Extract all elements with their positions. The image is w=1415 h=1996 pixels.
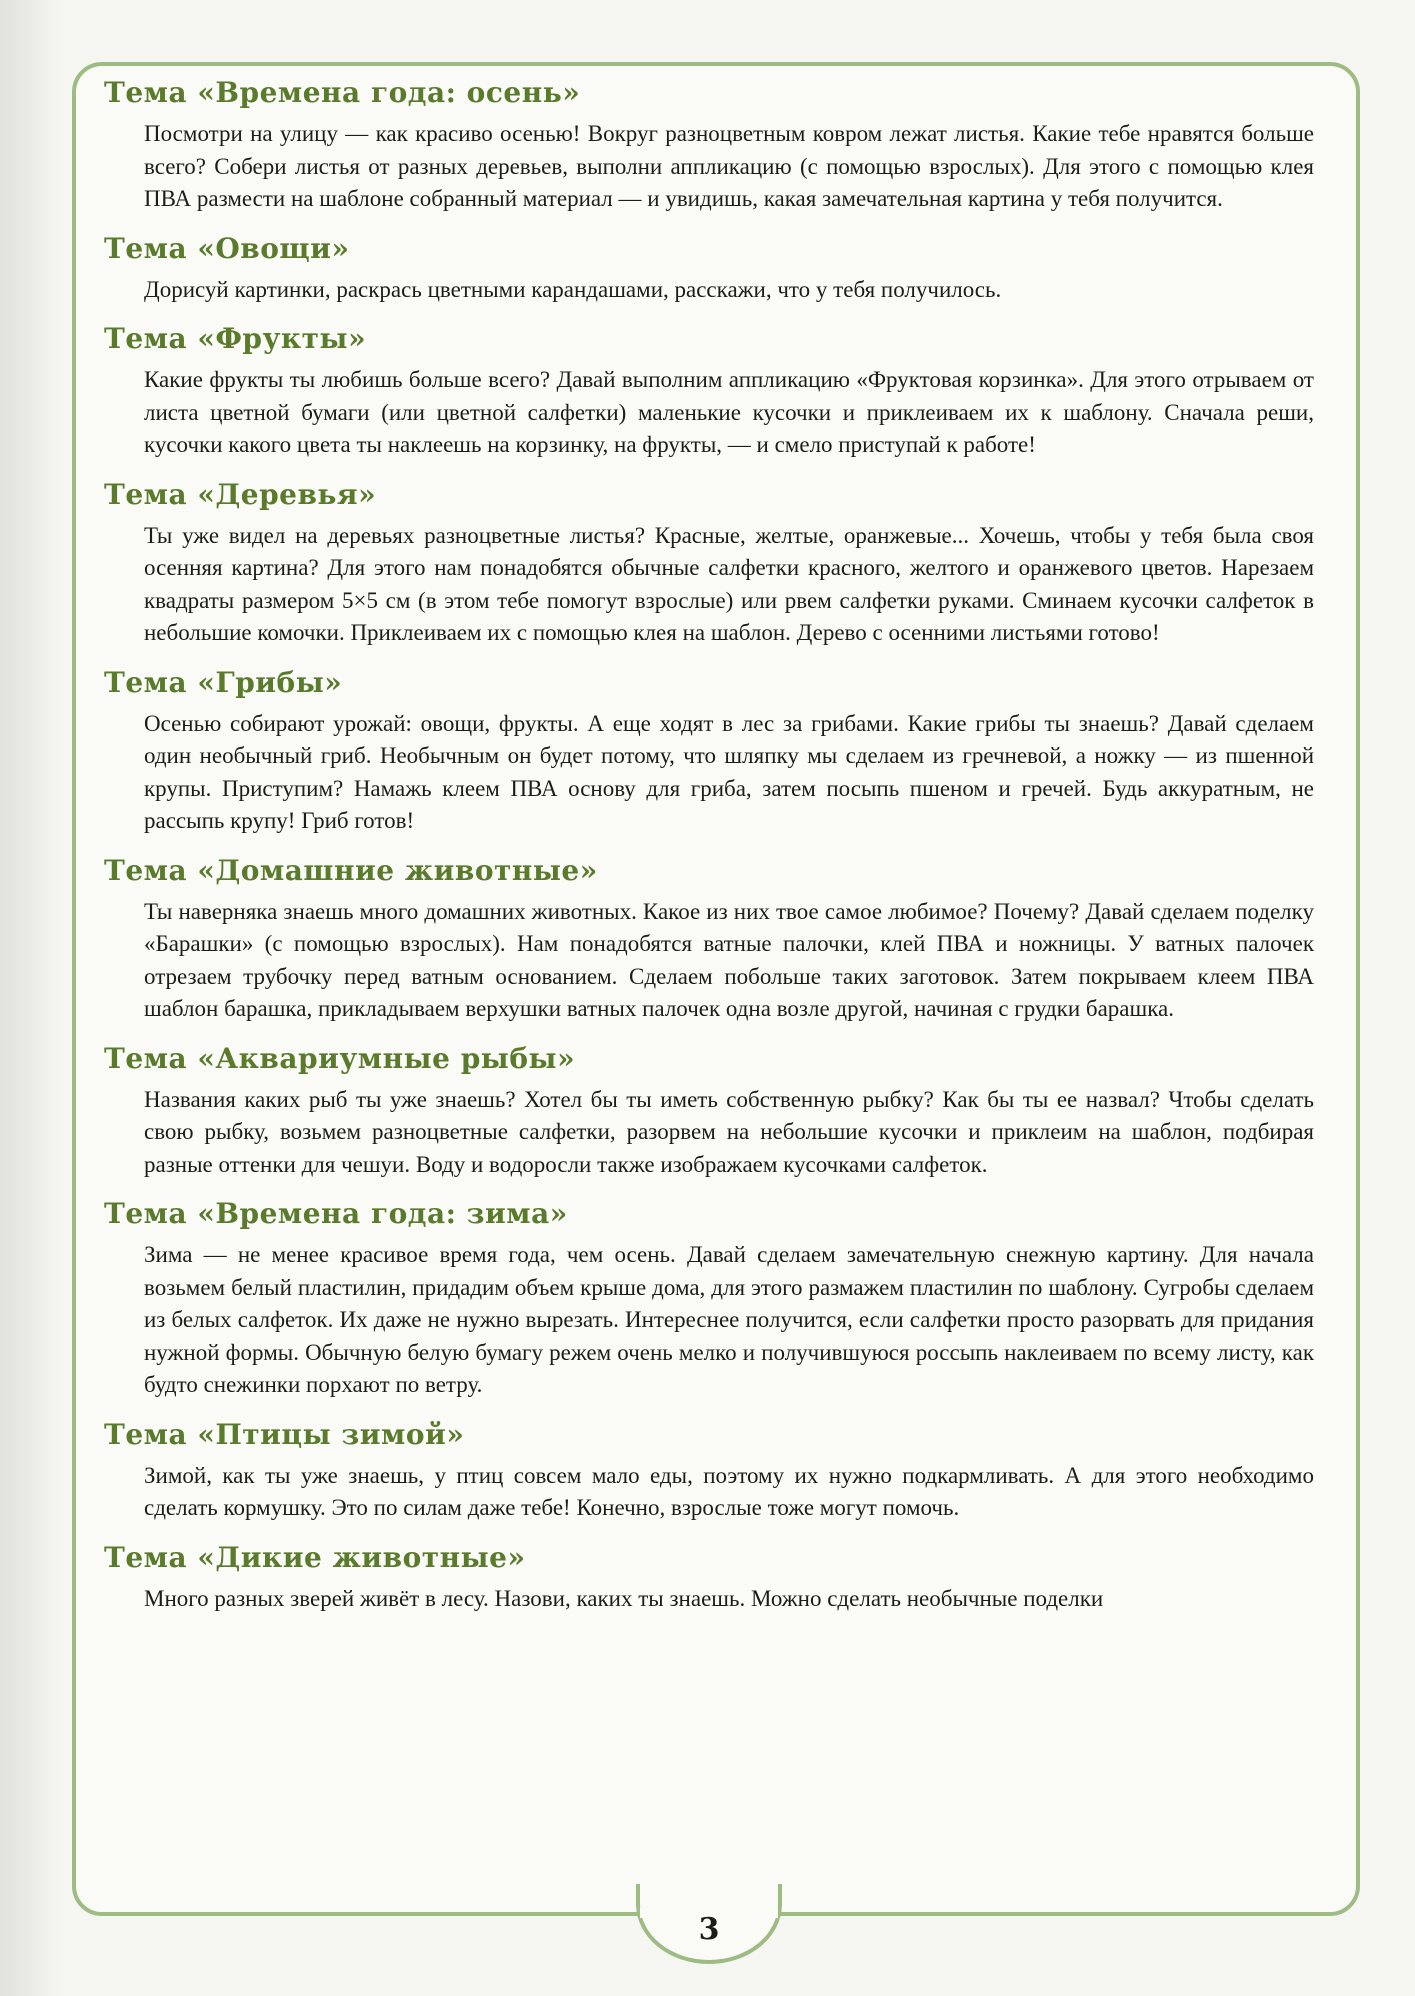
section-title: Тема «Аквариумные рыбы» [104, 1041, 576, 1075]
section-body: Посмотри на улицу — как красиво осенью! Вокруг разноцветным ковром лежат листья. Какие тебе нравятся больше всего? Собери листья от разных деревьев, выполни аппликацию (с помощью взрослых). Для этого с помощью клея ПВА размести на шаблоне собранный материал — и увидишь, какая замечательная картина у тебя получится. [144, 121, 1314, 211]
section-title: Тема «Деревья» [104, 477, 377, 511]
section-autumn [104, 68, 1314, 216]
section-body: Ты уже видел на деревьях разноцветные листья? Красные, желтые, оранжевые... Хочешь, чтобы у тебя была своя осенняя картина? Для этого нам понадобятся обычные салфетки красного, желтого и оранжевого цветов. Нарезаем квадраты размером 5×5 см (в этом тебе помогут взрослые) или рвем салфетки руками. Сминаем кусочки салфеток в небольшие комочки. Приклеиваем их с помощью клея на шаблон. Дерево с осенними листьями готово! [144, 522, 1314, 645]
section-title: Тема «Грибы» [104, 665, 343, 699]
section-body: Ты наверняка знаешь много домашних животных. Какое из них твое самое любимое? Почему? Давай сделаем поделку «Барашки» (с помощью взрослых). Нам понадобятся ватные палочки, клей ПВА и ножницы. У ватных палочек отрезаем трубочку перед ватным основанием. Сделаем побольше таких заготовок. Затем покрываем клеем ПВА шаблон барашка, прикладываем верхушки ватных палочек одна возле другой, начиная с грудки барашка. [144, 898, 1314, 1021]
section-title: Тема «Дикие животные» [104, 1540, 526, 1574]
section-title: Тема «Фрукты» [104, 322, 367, 355]
section-mushrooms [104, 658, 1314, 838]
section-title: Тема «Овощи» [104, 231, 350, 265]
section-body: Зима — не менее красивое время года, чем осень. Давай сделаем замечательную снежную картину. Для начала возьмем белый пластилин, придадим объем крыше дома, для этого размажем пластилин по шаблону. Сугробы сделаем из белых салфеток. Их даже не нужно вырезать. Интереснее получится, если салфетки просто разорвать для придания нужной формы. Обычную белую бумагу режем очень мелко и получившуюся россыпь наклеиваем по всему листу, как будто снежинки порхают по ветру. [144, 1242, 1314, 1397]
section-aquarium-fish [104, 1034, 1314, 1182]
section-body: Зимой, как ты уже знаешь, у птиц совсем мало еды, поэтому их нужно подкармливать. А для этого необходимо сделать кормушку. Это по силам даже тебе! Конечно, взрослые тоже могут помочь. [144, 1462, 1314, 1520]
section-body: Дорисуй картинки, раскрась цветными карандашами, расскажи, что у тебя получилось. [144, 276, 1002, 302]
section-pets [104, 846, 1314, 1026]
section-vegetables [104, 224, 1314, 307]
section-body: Какие фрукты ты любишь больше всего? Давай выполним аппликацию «Фруктовая корзинка». Для этого отрываем от листа цветной бумаги (или цветной салфетки) маленькие кусочки и приклеиваем их к шаблону. Сначала реши, кусочки какого цвета ты наклеешь на корзинку, на фрукты, — и смело приступай к работе! [144, 367, 1314, 457]
section-title: Тема «Птицы зимой» [104, 1417, 465, 1451]
page-content [104, 68, 1314, 1623]
section-body: Много разных зверей живёт в лесу. Назови, каких ты знаешь. Можно сделать необычные поделки [144, 1585, 1104, 1611]
section-wild-animals [104, 1533, 1314, 1616]
section-winter [104, 1189, 1314, 1402]
section-body: Осенью собирают урожай: овощи, фрукты. А еще ходят в лес за грибами. Какие грибы ты знаешь? Давай сделаем один необычный гриб. Необычным он будет потому, что шляпку мы сделаем из гречневой, а ножку — из пшенной крупы. Приступим? Намажь клеем ПВА основу для гриба, затем посыпь пшеном и гречей. Будь аккуратным, не рассыпь крупу! Гриб готов! [144, 710, 1314, 833]
section-trees [104, 470, 1314, 650]
section-title: Тема «Времена года: зима» [104, 1197, 568, 1230]
section-body: Названия каких рыб ты уже знаешь? Хотел бы ты иметь собственную рыбку? Как бы ты ее назвал? Чтобы сделать свою рыбку, возьмем разноцветные салфетки, разорвем на небольшие кусочки и приклеим на шаблон, подбирая разные оттенки для чешуи. Воду и водоросли также изображаем кусочками салфеток. [144, 1086, 1314, 1177]
page-binding-shadow [0, 0, 60, 1996]
page-number: 3 [698, 1912, 720, 1947]
section-winter-birds [104, 1410, 1314, 1525]
section-fruits [104, 314, 1314, 462]
section-title: Тема «Домашние животные» [104, 853, 598, 887]
section-title: Тема «Времена года: осень» [104, 76, 581, 109]
